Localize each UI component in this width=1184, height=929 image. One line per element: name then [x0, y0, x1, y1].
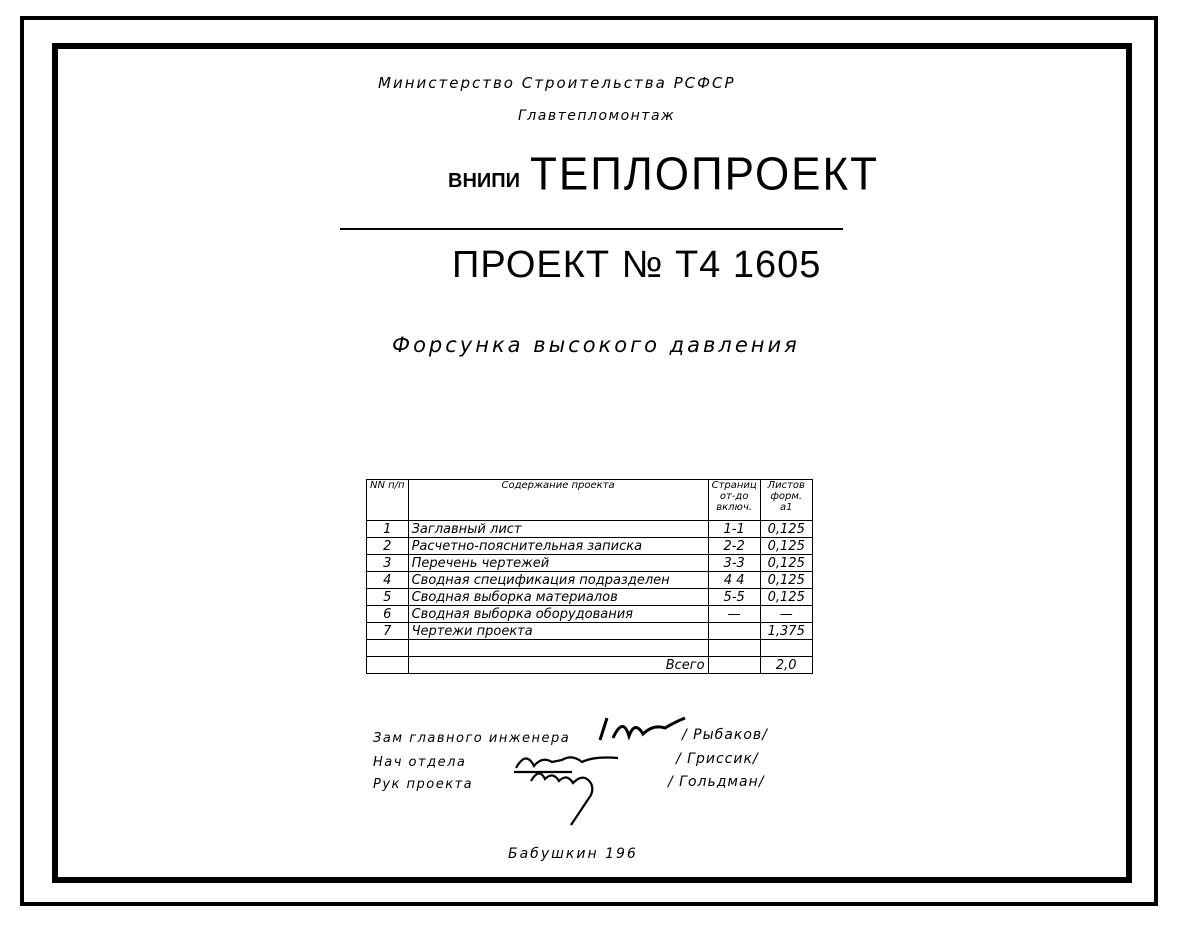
header-num: NN п/п: [367, 480, 409, 521]
row-sheets: 0,125: [760, 521, 812, 538]
ministry-line: Министерство Строительства РСФСР: [378, 74, 736, 92]
table-row: [367, 555, 813, 572]
row-sheets: 0,125: [760, 572, 812, 589]
signature-rybakov: [595, 710, 690, 750]
header-pages: Страниц от-до включ.: [708, 480, 760, 521]
role-deputy-chief-engineer: Зам главного инженера: [373, 731, 571, 746]
row-pages: 1-1: [708, 521, 760, 538]
row-num: 5: [367, 589, 409, 606]
row-pages: 2-2: [708, 538, 760, 555]
signature-goldman: [525, 765, 605, 830]
row-num: 1: [367, 521, 409, 538]
table-row: [367, 589, 813, 606]
project-number: ПРОЕКТ № Т4 1605: [452, 244, 822, 286]
contents-table: [366, 479, 813, 674]
row-title: Заглавный лист: [408, 521, 708, 538]
row-pages: [708, 623, 760, 640]
header-title: Содержание проекта: [408, 480, 708, 521]
row-title: Сводная спецификация подразделен: [408, 572, 708, 589]
title-rule: [340, 228, 843, 230]
table-row: [367, 623, 813, 640]
row-sheets: 0,125: [760, 538, 812, 555]
row-pages: 3-3: [708, 555, 760, 572]
row-num: 2: [367, 538, 409, 555]
row-title: Перечень чертежей: [408, 555, 708, 572]
institute-abbr: ВНИПИ: [448, 170, 521, 192]
row-num: 6: [367, 606, 409, 623]
row-pages: —: [708, 606, 760, 623]
row-sheets: —: [760, 606, 812, 623]
total-label: Всего: [408, 657, 708, 674]
glavk-line: Главтепломонтаж: [518, 108, 676, 124]
row-pages: 4 4: [708, 572, 760, 589]
role-head-of-department: Нач отдела: [373, 755, 467, 770]
table-row: [367, 521, 813, 538]
table-row: [367, 538, 813, 555]
project-subject: Форсунка высокого давления: [392, 333, 800, 357]
role-project-lead: Рук проекта: [373, 777, 474, 792]
row-title: Расчетно-пояснительная записка: [408, 538, 708, 555]
name-grissik: / Гриссик/: [676, 751, 759, 767]
table-row: [367, 572, 813, 589]
table-total-row: [367, 657, 813, 674]
table-empty-row: [367, 640, 813, 657]
row-title: Сводная выборка оборудования: [408, 606, 708, 623]
row-title: Сводная выборка материалов: [408, 589, 708, 606]
institute-name: ТЕПЛОПРОЕКТ: [530, 148, 880, 201]
row-num: 4: [367, 572, 409, 589]
header-sheets: Листов форм. а1: [760, 480, 812, 521]
table-header-row: [367, 480, 813, 521]
table-row: [367, 606, 813, 623]
name-goldman: / Гольдман/: [668, 774, 765, 790]
row-num: 7: [367, 623, 409, 640]
name-rybakov: / Рыбаков/: [682, 727, 768, 743]
total-value: 2,0: [760, 657, 812, 674]
row-sheets: 1,375: [760, 623, 812, 640]
row-sheets: 0,125: [760, 555, 812, 572]
footer-city-year: Бабушкин 196: [508, 846, 638, 862]
row-num: 3: [367, 555, 409, 572]
row-title: Чертежи проекта: [408, 623, 708, 640]
row-pages: 5-5: [708, 589, 760, 606]
row-sheets: 0,125: [760, 589, 812, 606]
